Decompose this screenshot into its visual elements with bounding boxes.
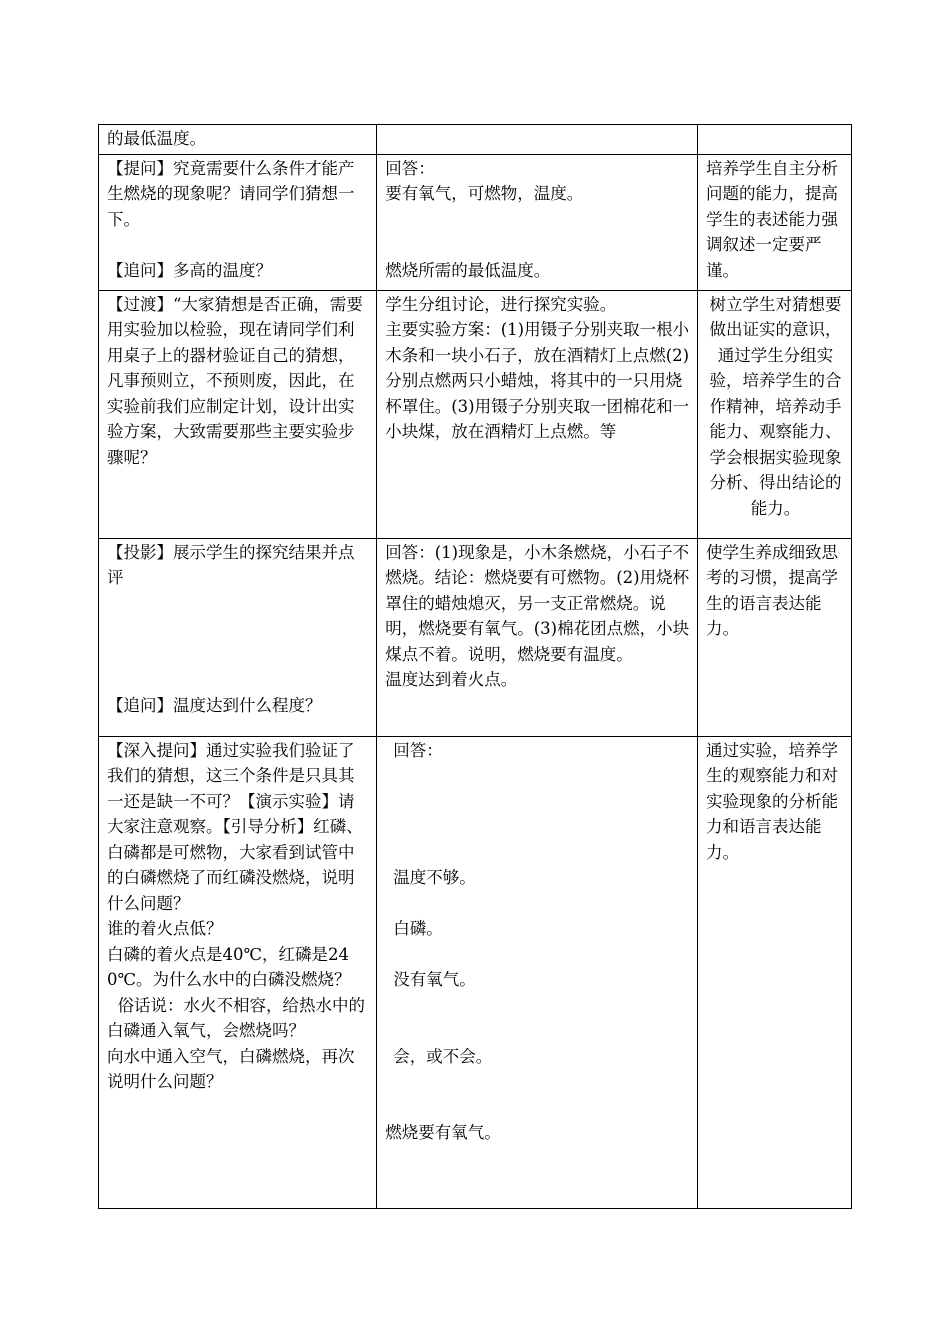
design-purpose-cell bbox=[697, 538, 851, 736]
blank-line bbox=[385, 789, 691, 815]
blank-line bbox=[107, 591, 370, 617]
teacher-activity-cell bbox=[99, 154, 377, 290]
text-line: 白磷。 bbox=[393, 919, 443, 938]
design-purpose-cell bbox=[697, 290, 851, 538]
table-row bbox=[99, 736, 852, 1208]
text-line: 白磷的着火点是40℃，红磷是240℃。为什么水中的白磷没燃烧？ bbox=[107, 944, 351, 989]
text-line: 使学生养成细致思考的习惯，提高学生的语言表达能力。 bbox=[705, 542, 838, 638]
blank-line bbox=[107, 616, 370, 642]
teacher-activity-cell bbox=[99, 290, 377, 538]
text-line: 燃烧所需的最低温度。 bbox=[385, 260, 551, 280]
blank-line bbox=[107, 667, 370, 693]
blank-line bbox=[385, 993, 691, 1019]
text-line: 俗话说：水火不相容，给热水中的白磷通入氧气，会燃烧吗？ bbox=[107, 995, 365, 1040]
text-line: 谁的着火点低？ bbox=[107, 919, 223, 938]
blank-line bbox=[385, 232, 691, 258]
text-line: 【投影】展示学生的探究结果并点评 bbox=[107, 542, 355, 587]
blank-line bbox=[385, 814, 691, 840]
design-purpose-cell bbox=[697, 736, 851, 1208]
text-line: 向水中通入空气，白磷燃烧，再次说明什么问题？ bbox=[107, 1046, 355, 1091]
text-line: 【过渡】“大家猜想是否正确，需要用实验加以检验，现在请同学们利用桌子上的器材验证自己的猜想，凡事预则立，不预则废，因此，在实验前我们应制定计划，设计出实验方案，大致需要那些主要实验步骤呢？ bbox=[107, 294, 363, 467]
text-line: 主要实验方案：(1)用镊子分别夹取一根小木条和一块小石子，放在酒精灯上点燃(2)分别点燃两只小蜡烛，将其中的一只用烧杯罩住。(3)用镊子分别夹取一团棉花和一小块煤，放在酒精灯上点燃。等 bbox=[385, 320, 690, 441]
text-line: 回答： bbox=[385, 158, 435, 178]
text-line: 回答： bbox=[393, 740, 443, 760]
text-line: 【追问】多高的温度？ bbox=[107, 260, 272, 280]
text-line: 温度不够。 bbox=[393, 868, 476, 887]
text-line: 【提问】究竟需要什么条件才能产生燃烧的现象呢？请同学们猜想一下。 bbox=[107, 158, 355, 229]
blank-line bbox=[385, 942, 691, 968]
text-line: 会，或不会。 bbox=[393, 1046, 493, 1066]
text-line: 的最低温度。 bbox=[107, 129, 206, 148]
text-line: 学生分组讨论，进行探究实验。 bbox=[385, 294, 617, 314]
blank-line bbox=[385, 1018, 691, 1044]
text-line: 通过实验，培养学生的观察能力和对实验现象的分析能力和语言表达能力。 bbox=[705, 740, 838, 862]
text-line: 【追问】温度达到什么程度？ bbox=[107, 695, 322, 715]
table-row bbox=[99, 538, 852, 736]
lesson-plan-table bbox=[98, 124, 852, 1209]
blank-line bbox=[385, 207, 691, 233]
blank-line bbox=[385, 1069, 691, 1095]
blank-line bbox=[107, 232, 370, 258]
text-line: 要有氧气，可燃物，温度。 bbox=[385, 184, 584, 203]
text-line: 没有氧气。 bbox=[393, 970, 476, 989]
text-line: 培养学生自主分析问题的能力，提高学生的表述能力强调叙述一定要严谨。 bbox=[705, 158, 838, 280]
student-activity-cell bbox=[377, 736, 698, 1208]
teacher-activity-cell bbox=[99, 538, 377, 736]
student-activity-cell bbox=[377, 125, 698, 155]
blank-line bbox=[385, 1095, 691, 1121]
blank-line bbox=[107, 642, 370, 668]
text-line: 燃烧要有氧气。 bbox=[385, 1123, 501, 1142]
teacher-activity-cell bbox=[99, 125, 377, 155]
blank-line bbox=[385, 840, 691, 866]
table-row bbox=[99, 290, 852, 538]
design-purpose-cell bbox=[697, 154, 851, 290]
table-row bbox=[99, 154, 852, 290]
text-line: 回答：(1)现象是，小木条燃烧，小石子不燃烧。结论：燃烧要有可燃物。(2)用烧杯罩住的蜡烛熄灭，另一支正常燃烧。说明，燃烧要有氧气。(3)棉花团点燃，小块煤点不着。说明，燃烧要有温度。 bbox=[385, 542, 690, 664]
text-line: 树立学生对猜想要做出证实的意识，通过学生分组实验，培养学生的合作精神，培养动手能力、观察能力、学会根据实验现象分析、得出结论的能力。 bbox=[709, 294, 842, 518]
blank-line bbox=[385, 763, 691, 789]
table-row bbox=[99, 125, 852, 155]
design-purpose-cell bbox=[697, 125, 851, 155]
text-line: 温度达到着火点。 bbox=[385, 670, 518, 689]
blank-line bbox=[385, 891, 691, 917]
student-activity-cell bbox=[377, 290, 698, 538]
teacher-activity-cell bbox=[99, 736, 377, 1208]
student-activity-cell bbox=[377, 154, 698, 290]
text-line: 【深入提问】通过实验我们验证了我们的猜想，这三个条件是只具其一还是缺一不可？【演示实验】请大家注意观察。【引导分析】红磷、白磷都是可燃物，大家看到试管中的白磷燃烧了而红磷没燃烧，说明什么问题？ bbox=[107, 740, 363, 913]
student-activity-cell bbox=[377, 538, 698, 736]
